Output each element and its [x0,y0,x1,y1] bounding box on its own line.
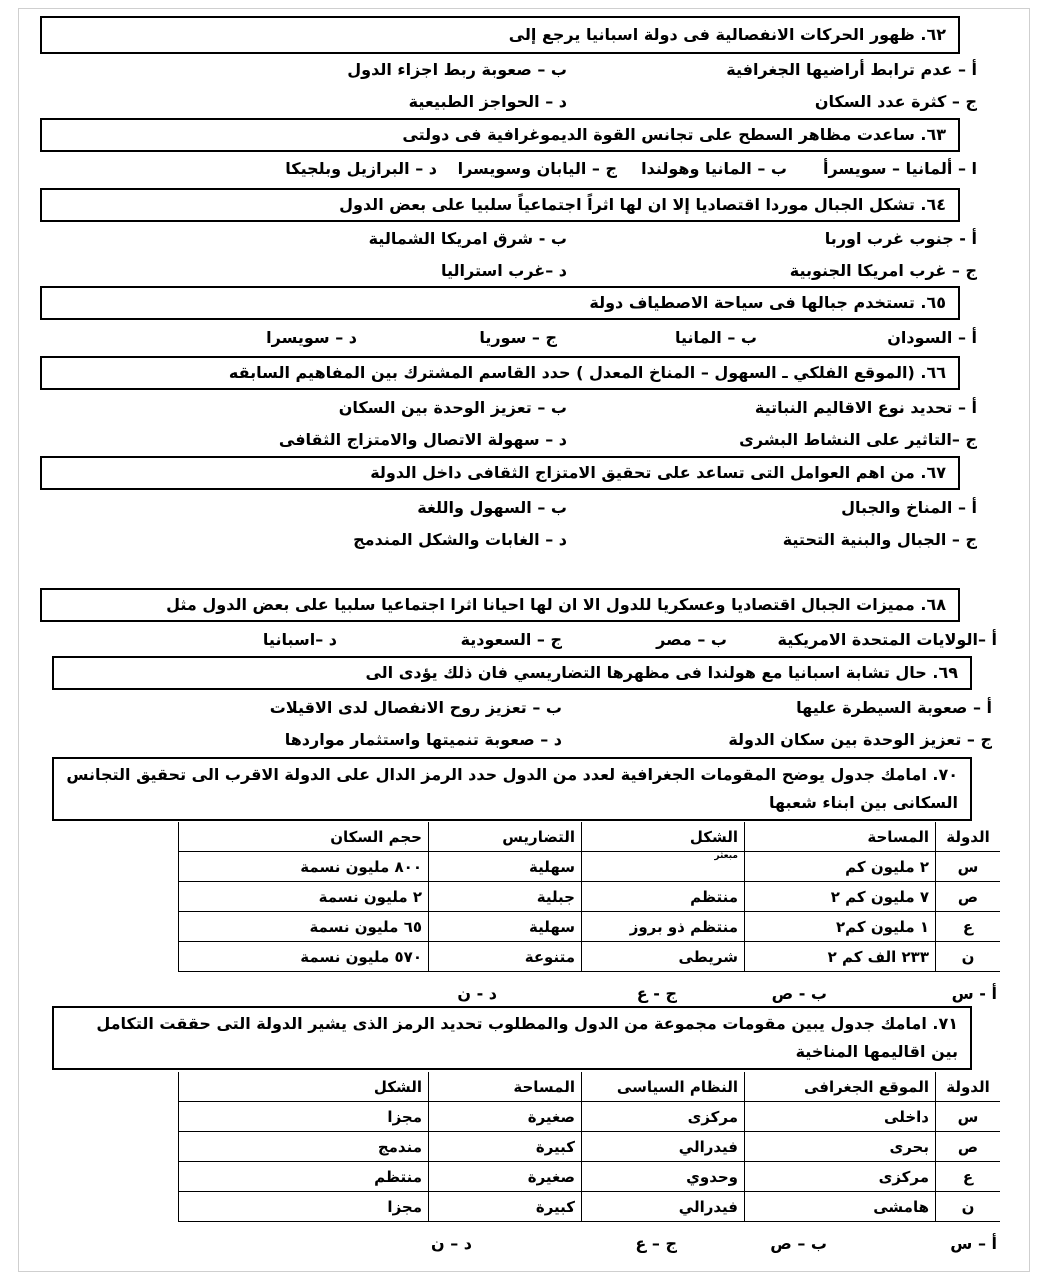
question-70-text: ٧٠. امامك جدول يوضح المقومات الجغرافية لعدد من الدول حدد الرمز الدال على الدولة الاقرب الى تحقيق التجانس السكانى بين ابناء شعبها [66,765,958,812]
question-62-text: ٦٢. ظهور الحركات الانفصالية فى دولة اسبانيا يرجع إلى [508,25,946,44]
table-71-header: الموقع الجغرافى [745,1072,936,1102]
table-70-header: الشكل [582,822,745,852]
table-cell: ٧ مليون كم ٢ [745,882,936,912]
q69-option-d[interactable]: د – صعوبة تنميتها واستثمار مواردها [284,730,562,749]
table-70 [178,822,1000,972]
table-cell: ص [936,1132,1001,1162]
table-cell: منتظم [582,882,745,912]
q67-option-c[interactable]: ج – الجبال والبنية التحتية [782,530,977,549]
question-64-text: ٦٤. تشكل الجبال موردا اقتصاديا إلا ان لها اثراً اجتماعياً سلبيا على بعض الدول [339,195,946,214]
table-cell: جبلية [429,882,582,912]
question-62 [40,16,960,54]
q70-option-c[interactable]: ج - ع [636,984,677,1003]
q66-option-a[interactable]: أ – تحديد نوع الاقاليم النباتية [754,398,977,417]
table-cell: فيدرالي [582,1132,745,1162]
question-65 [40,286,960,320]
table-cell: منتظم ذو بروز [582,912,745,942]
table-cell: داخلى [745,1102,936,1132]
q64-option-b[interactable]: ب - شرق امريكا الشمالية [368,229,567,248]
table-71-header: الشكل [179,1072,429,1102]
table-71 [178,1072,1000,1222]
table-row [179,852,1001,882]
table-70-header: حجم السكان [179,822,429,852]
question-68-text: ٦٨. مميزات الجبال اقتصاديا وعسكريا للدول الا ان لها احيانا اثرا اجتماعيا سلبيا على بعض الدول مثل [166,595,946,614]
table-cell: صغيرة [429,1162,582,1192]
question-65-text: ٦٥. تستخدم جبالها فى سياحة الاصطياف دولة [589,293,946,312]
table-cell: سهلية [429,852,582,882]
q68-option-d[interactable]: د –اسبانيا [262,630,337,649]
q70-option-a[interactable]: أ - س [951,984,997,1003]
table-cell: بحرى [745,1132,936,1162]
q67-option-a[interactable]: أ – المناخ والجبال [841,498,977,517]
question-70 [52,757,972,821]
table-cell: ٢ مليون نسمة [179,882,429,912]
q67-option-b[interactable]: ب – السهول واللغة [417,498,567,517]
question-68 [40,588,960,622]
table-70-header: المساحة [745,822,936,852]
table-cell: منتظم [179,1162,429,1192]
q68-option-c[interactable]: ج – السعودية [460,630,562,649]
table-70-header: التضاريس [429,822,582,852]
table-cell: مركزى [582,1102,745,1132]
table-71-header: الدولة [936,1072,1001,1102]
q66-option-c[interactable]: ج –التاثير على النشاط البشرى [739,430,977,449]
q65-option-b[interactable]: ب – المانيا [675,328,757,347]
table-row [179,882,1001,912]
table-cell: شريطى [582,942,745,972]
table-cell: ١ مليون كم٢ [745,912,936,942]
table-cell: كبيرة [429,1192,582,1222]
question-64 [40,188,960,222]
q70-option-b[interactable]: ب - ص [771,984,827,1003]
table-cell: فيدرالي [582,1192,745,1222]
q64-option-a[interactable]: أ - جنوب غرب اوربا [824,229,977,248]
table-71-header: النظام السياسى [582,1072,745,1102]
table-cell: مركزى [745,1162,936,1192]
table-cell: س [936,852,1001,882]
q70-option-d[interactable]: د - ن [457,984,497,1003]
table-cell: ٢ مليون كم [745,852,936,882]
q62-option-d[interactable]: د – الحواجز الطبيعية [408,92,567,111]
table-cell: وحدوي [582,1162,745,1192]
q69-option-c[interactable]: ج – تعزيز الوحدة بين سكان الدولة [728,730,992,749]
q71-option-d[interactable]: د – ن [430,1234,472,1253]
q62-option-c[interactable]: ج – كثرة عدد السكان [814,92,977,111]
q66-option-b[interactable]: ب – تعزيز الوحدة بين السكان [338,398,567,417]
q66-option-d[interactable]: د – سهولة الاتصال والامتزاج الثقافى [278,430,567,449]
q69-option-b[interactable]: ب – تعزيز روح الانفصال لدى الاقيلات [269,698,562,717]
table-cell: ٨٠٠ مليون نسمة [179,852,429,882]
table-cell: مبعثر [582,852,745,882]
table-cell: ٦٥ مليون نسمة [179,912,429,942]
q63-option-a[interactable]: ا – ألمانيا – سويسرأ [822,159,977,178]
question-69-text: ٦٩. حال تشابة اسبانيا مع هولندا فى مظهرها التضاريسي فان ذلك يؤدى الى [365,663,958,682]
table-70-header: الدولة [936,822,1001,852]
question-71-text: ٧١. امامك جدول يبين مقومات مجموعة من الدول والمطلوب تحديد الرمز الذى يشير الدولة التى حققت التكامل بين اقاليمها المناخية [96,1014,958,1061]
table-cell: صغيرة [429,1102,582,1132]
table-cell: مندمج [179,1132,429,1162]
table-cell: ٥٧٠ مليون نسمة [179,942,429,972]
question-69 [52,656,972,690]
q71-option-a[interactable]: أ – س [950,1234,997,1253]
q65-option-c[interactable]: ج – سوريا [479,328,557,347]
question-63-text: ٦٣. ساعدت مظاهر السطح على تجانس القوة الديموغرافية فى دولتى [402,125,946,144]
table-cell: مجزا [179,1192,429,1222]
question-67 [40,456,960,490]
table-cell: كبيرة [429,1132,582,1162]
question-66-text: ٦٦. (الموقع الفلكي ـ السهول – المناخ المعدل ) حدد القاسم المشترك بين المفاهيم السابقه [228,363,946,382]
table-cell: س [936,1102,1001,1132]
table-cell: ن [936,942,1001,972]
q62-option-b[interactable]: ب – صعوبة ربط اجزاء الدول [347,60,567,79]
table-71-header: المساحة [429,1072,582,1102]
question-71 [52,1006,972,1070]
table-cell: ن [936,1192,1001,1222]
q68-option-a[interactable]: أ –الولايات المتحدة الامريكية [777,630,997,649]
table-cell: ع [936,912,1001,942]
table-row [179,1162,1001,1192]
table-cell: ع [936,1162,1001,1192]
table-cell: هامشى [745,1192,936,1222]
table-cell: ٢٣٣ الف كم ٢ [745,942,936,972]
q67-option-d[interactable]: د – الغابات والشكل المندمج [353,530,567,549]
q63-option-d[interactable]: د – البرازيل وبلجيكا [285,159,437,178]
q62-option-a[interactable]: أ – عدم ترابط أراضيها الجغرافية [726,60,977,79]
q63-option-b[interactable]: ب – المانيا وهولندا [641,159,787,178]
table-cell: سهلية [429,912,582,942]
q64-option-c[interactable]: ج – غرب امريكا الجنوبية [789,261,977,280]
q69-option-a[interactable]: أ – صعوبة السيطرة عليها [796,698,992,717]
question-67-text: ٦٧. من اهم العوامل التى تساعد على تحقيق الامتزاج الثقافى داخل الدولة [370,463,946,482]
table-row [179,912,1001,942]
q65-option-a[interactable]: أ – السودان [887,328,977,347]
q64-option-d[interactable]: د –غرب استراليا [440,261,567,280]
table-row [179,1132,1001,1162]
table-row [179,1192,1001,1222]
table-cell: متنوعة [429,942,582,972]
table-cell: ص [936,882,1001,912]
q65-option-d[interactable]: د – سويسرا [266,328,357,347]
question-63 [40,118,960,152]
q71-option-b[interactable]: ب – ص [770,1234,827,1253]
table-row [179,1102,1001,1132]
q71-option-c[interactable]: ج – ع [635,1234,677,1253]
q63-option-c[interactable]: ج – اليابان وسويسرا [457,159,617,178]
q68-option-b[interactable]: ب – مصر [656,630,727,649]
question-66 [40,356,960,390]
table-cell: مجزا [179,1102,429,1132]
table-row [179,942,1001,972]
